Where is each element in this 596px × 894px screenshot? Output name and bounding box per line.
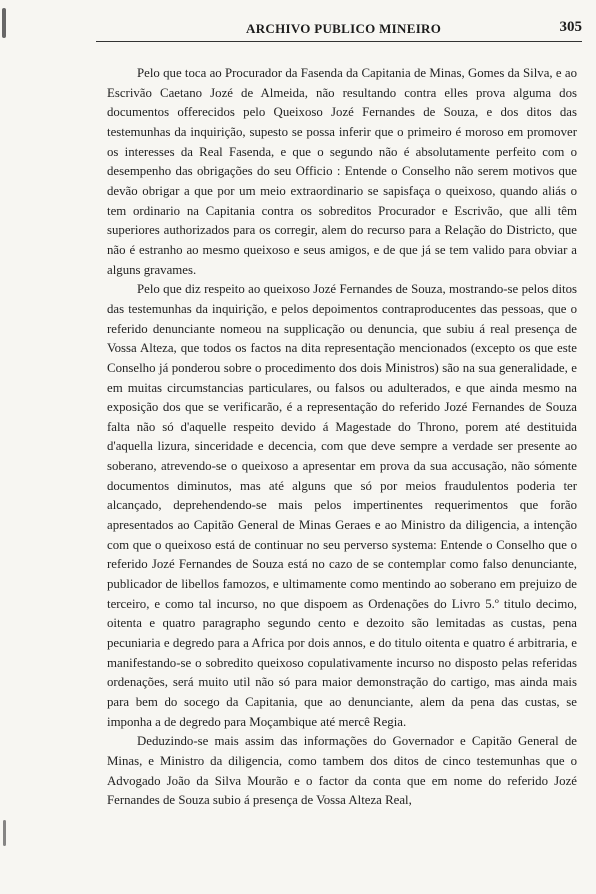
page-number: 305 — [559, 19, 582, 35]
paragraph-3: Deduzindo-se mais assim das informações do Governador e Capitão General de Minas, e Ministro da diligencia, como tambem dos ditos de cinco testemunhas que o Advogado João da Silva Mourão e o factor da conta que em nome do referido Jozé Fernandes de Souza subio á presença de Vossa Alteza Real, — [107, 734, 577, 808]
margin-scan-mark-lower — [3, 820, 6, 846]
paragraph-1: Pelo que toca ao Procurador da Fasenda da Capitania de Minas, Gomes da Silva, e ao Escrivão Caetano Jozé de Almeida, não resultando contra elles prova alguma dos documentos offerecidos pelo Queixoso Jozé Fernandes de Souza, e dos ditos das testemunhas da inquirição, supesto se possa inferir que o primeiro é moroso em promover os interesses da Real Fasenda, e que o segundo não é absolutamente perfeito com o desempenho das obrigações do seu Officio : Entende o Conselho não serem motivos que devão obrigar a que por um meio extraordinario se sapisfaça o queixoso, quando aliás o tem ordinario na Capitania contra os sobreditos Procurador e Escrivão, que alli têm superiores authorizados para os corregir, alem do recurso para a Relação do Districto, que não é estranho ao mesmo queixoso e seus amigos, e de que já se tem valido para obviar a alguns gravames. — [107, 66, 577, 277]
body-text — [107, 64, 577, 811]
paragraph-2: Pelo que diz respeito ao queixoso Jozé Fernandes de Souza, mostrando-se pelos ditos das testemunhas da inquirição, e pelos depoimentos contraproducentes das pessoas, que o referido denunciante nomeou na supplicação ou denuncia, que subiu á real presença de Vossa Alteza, que todos os factos na dita representação mencionados (excepto os que este Conselho já ponderou sobre o procedimento dos dois Ministros) são na sua generalidade, e em muitas circumstancias particulares, ou falsos ou adulterados, e que ainda mesmo na exposição dos que se verificarão, é a representação do referido Jozé Fernandes de Souza falta não só d'aquelle respeito devido á Magestade do Throno, porem até destituida d'aquella lizura, sinceridade e decencia, com que deve sempre a verdade ser presente ao soberano, atrevendo-se o queixoso a apresentar em prova da sua accusação, não sómente documentos diminutos, mas até alguns que só por meios fraudulentos poderia ter alcançado, deprehendendo-se mais pelos impertinentes requerimentos que forão apresentados ao Capitão General de Minas Geraes e ao Ministro da diligencia, a intenção com que o queixoso está de continuar no seu perverso systema: Entende o Conselho que o referido Jozé Fernandes de Souza está no cazo de se contemplar como falso denunciante, publicador de libellos famozos, e ultimamente como mentindo ao soberano em prejuizo de terceiro, e como tal incurso, no que dispoem as Ordenações do Livro 5.º titulo decimo, oitenta e quatro paragrapho segundo cento e dezoito são lemitadas as custas, pena pecuniaria e degredo para a Africa por dois annos, e do titulo oitenta e quatro é arbitraria, e manifestando-se o sobredito queixoso copulativamente incurso no disposto pelas referidas ordenações, será muito util não só para maior demonstração do cartigo, mas ainda mais para bem do socego da Capitania, que ao denunciante, alem da pena das custas, se imponha a de degredo para Moçambique até mercê Regia. — [107, 282, 577, 729]
running-title: ARCHIVO PUBLICO MINEIRO — [246, 21, 442, 36]
page-header — [96, 19, 582, 42]
margin-scan-mark — [2, 8, 6, 38]
